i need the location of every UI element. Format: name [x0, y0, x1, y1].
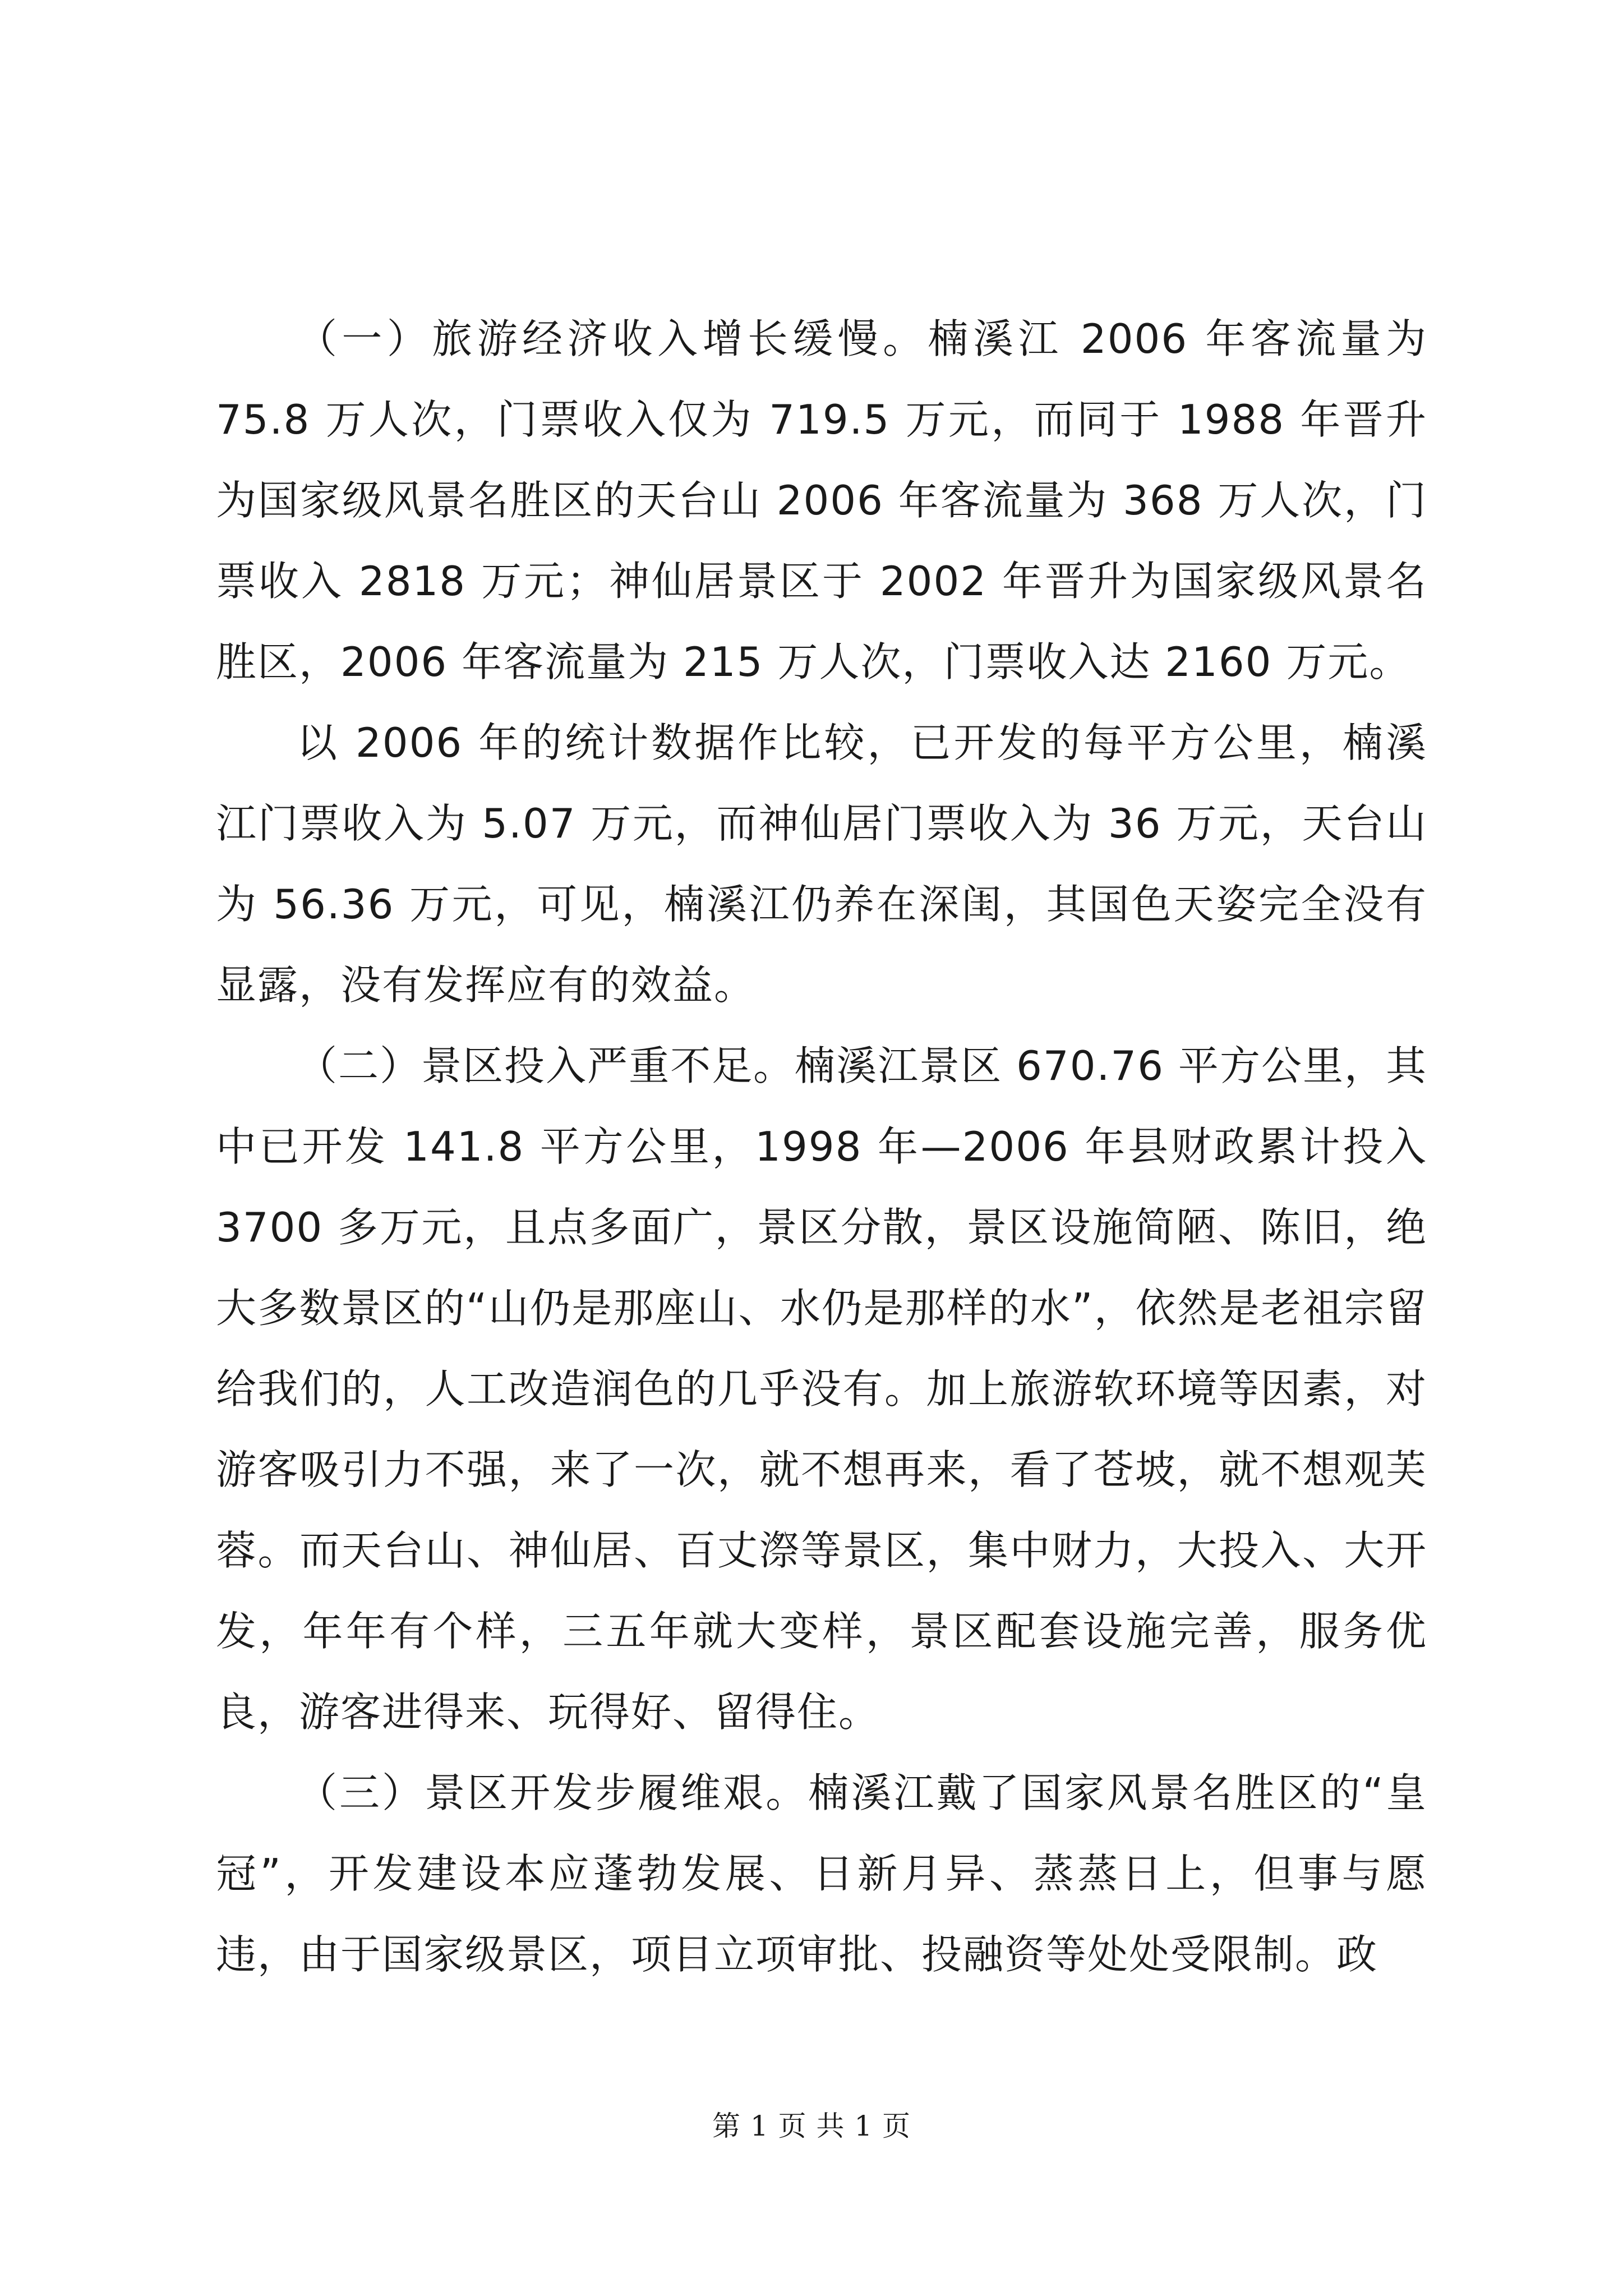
paragraph-3: （二）景区投入严重不足。楠溪江景区 670.76 平方公里，其中已开发 141.8 平方公里，1998 年—2006 年县财政累计投入 3700 多万元，且点多面广，景区分散，景区设施简陋、陈旧，绝大多数景区的“山仍是那座山、水仍是那样的水”，依然是老祖宗留给我们的，人工改造润色的几乎没有。加上旅游软环境等因素，对游客吸引力不强，来了一次，就不想再来，看了苍坡，就不想观芙蓉。而天台山、神仙居、百丈漈等景区，集中财力，大投入、大开发，年年有个样，三五年就大变样，景区配套设施完善，服务优良，游客进得来、玩得好、留得住。 — [216, 1042, 1427, 1736]
paragraph-1: （一）旅游经济收入增长缓慢。楠溪江 2006 年客流量为 75.8 万人次，门票收入仅为 719.5 万元，而同于 1988 年晋升为国家级风景名胜区的天台山 2006 年客流量为 368 万人次，门票收入 2818 万元；神仙居景区于 2002 年晋升为国家级风景名胜区，2006 年客流量为 215 万人次，门票收入达 2160 万元。 — [216, 315, 1427, 685]
paragraph-4: （三）景区开发步履维艰。楠溪江戴了国家风景名胜区的“皇冠”，开发建设本应蓬勃发展、日新月异、蒸蒸日上，但事与愿违，由于国家级景区，项目立项审批、投融资等处处受限制。政 — [216, 1769, 1427, 1978]
paragraph-2: 以 2006 年的统计数据作比较，已开发的每平方公里，楠溪江门票收入为 5.07 万元，而神仙居门票收入为 36 万元，天台山为 56.36 万元，可见，楠溪江仍养在深闺，其国色天姿完全没有显露，没有发挥应有的效益。 — [216, 719, 1427, 1009]
page-footer: 第 1 页 共 1 页 — [712, 2110, 911, 2142]
document-body — [216, 298, 1427, 1995]
